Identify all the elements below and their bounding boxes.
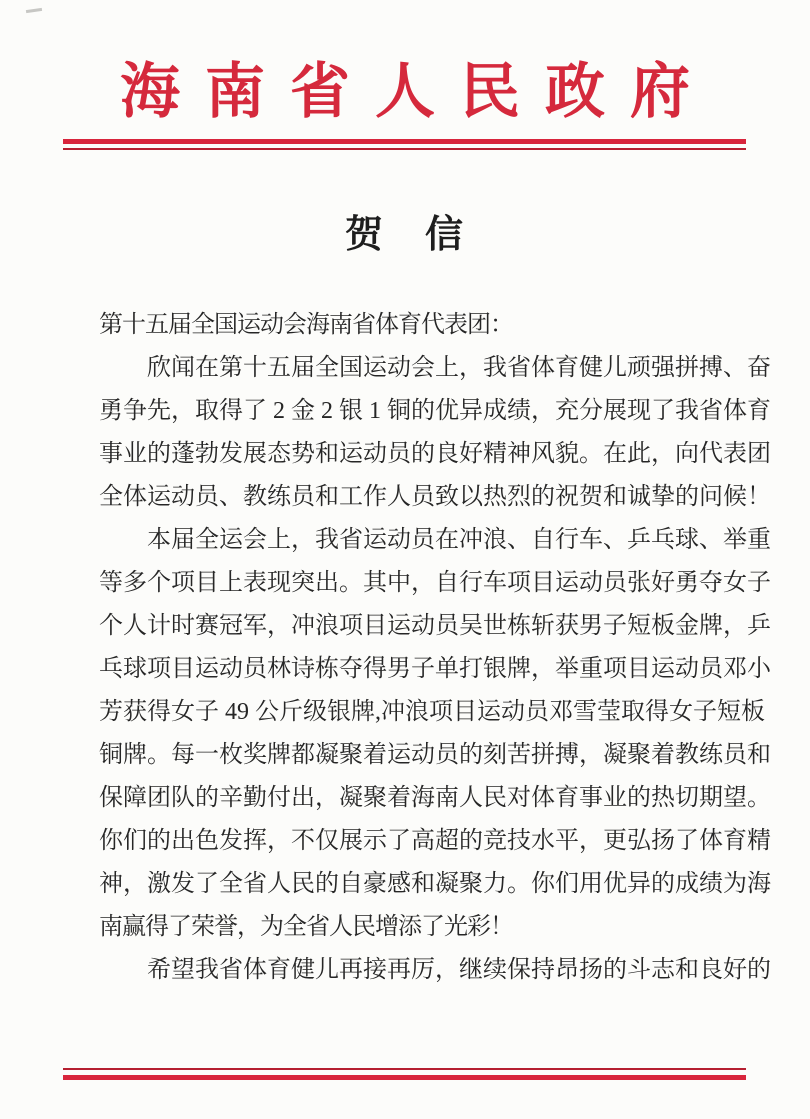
body-line: 个人计时赛冠军，冲浪项目运动员吴世栋斩获男子短板金牌，乒	[99, 613, 771, 639]
body-line: 等多个项目上表现突出。其中，自行车项目运动员张好勇夺女子	[99, 570, 771, 596]
body-line: 芳获得女子 49 公斤级银牌,冲浪项目运动员邓雪莹取得女子短板	[99, 699, 765, 725]
document-title: 贺 信	[344, 214, 465, 256]
body-line: 你们的出色发挥，不仅展示了高超的竞技水平，更弘扬了体育精	[99, 828, 771, 854]
letterhead-rule-thin	[63, 148, 746, 150]
footer-separator	[0, 1068, 810, 1080]
letter-body	[99, 304, 771, 992]
body-line: 勇争先，取得了 2 金 2 银 1 铜的优异成绩，充分展现了我省体育	[99, 398, 771, 424]
scan-artifact	[26, 8, 42, 13]
body-line: 希望我省体育健儿再接再厉，继续保持昂扬的斗志和良好的	[147, 957, 771, 983]
letterhead-separator	[0, 139, 810, 150]
body-line: 事业的蓬勃发展态势和运动员的良好精神风貌。在此，向代表团	[99, 441, 771, 467]
body-line: 欣闻在第十五届全国运动会上，我省体育健儿顽强拼搏、奋	[147, 355, 771, 381]
body-line: 全体运动员、教练员和工作人员致以热烈的祝贺和诚挚的问候！	[99, 484, 771, 510]
footer-rule-thick	[63, 1075, 746, 1080]
letterhead-org-name: 海南省人民政府	[120, 59, 715, 125]
body-line: 保障团队的辛勤付出，凝聚着海南人民对体育事业的热切期望。	[99, 785, 771, 811]
body-line: 本届全运会上，我省运动员在冲浪、自行车、乒乓球、举重	[147, 527, 771, 553]
body-line: 神，激发了全省人民的自豪感和凝聚力。你们用优异的成绩为海	[99, 871, 771, 897]
body-line: 铜牌。每一枚奖牌都凝聚着运动员的刻苦拼搏，凝聚着教练员和	[99, 742, 771, 768]
footer-rule-thin	[63, 1068, 746, 1070]
letterhead	[0, 58, 810, 150]
body-line: 乓球项目运动员林诗栋夺得男子单打银牌，举重项目运动员邓小	[99, 656, 771, 682]
letterhead-rule-thick	[63, 139, 746, 144]
body-line: 南赢得了荣誉，为全省人民增添了光彩！	[99, 914, 513, 940]
salutation-line: 第十五届全国运动会海南省体育代表团：	[99, 312, 513, 338]
